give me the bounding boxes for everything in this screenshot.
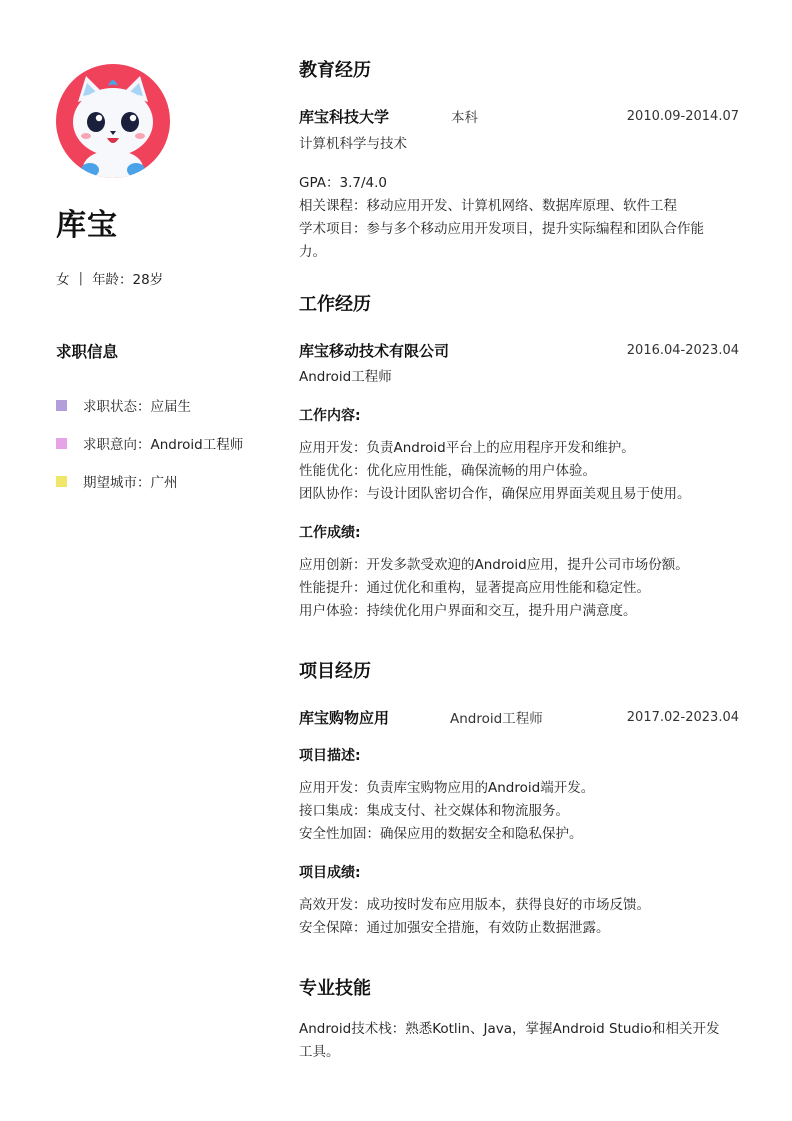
education-date: 2010.09-2014.07 <box>626 108 739 124</box>
skills-title: 专业技能 <box>299 978 371 999</box>
project-title: 项目经历 <box>299 661 371 682</box>
courses: 相关课程：移动应用开发、计算机网络、数据库原理、软件工程 <box>299 198 677 214</box>
list-item: 团队协作：与设计团队密切合作，确保应用界面美观且易于使用。 <box>299 486 691 502</box>
major: 计算机科学与技术 <box>299 136 407 152</box>
yellow-square-icon <box>56 476 67 487</box>
list-item <box>56 424 276 462</box>
list-item: 应用开发：负责库宝购物应用的Android端开发。 <box>299 780 595 796</box>
gender: 女 <box>56 272 70 288</box>
project-section <box>299 657 739 940</box>
list-item <box>56 462 276 500</box>
job-status: 求职状态：应届生 <box>83 399 191 415</box>
work-section <box>299 290 739 623</box>
education-title: 教育经历 <box>299 60 371 81</box>
project-results-title: 项目成绩: <box>299 865 361 881</box>
work-results-title: 工作成绩: <box>299 525 361 541</box>
skills-section <box>299 974 739 1064</box>
company-name: 库宝移动技术有限公司 <box>299 341 450 360</box>
project-name: 库宝购物应用 <box>299 708 390 727</box>
list-item: 用户体验：持续优化用户界面和交互，提升用户满意度。 <box>299 603 637 619</box>
list-item: 安全性加固：确保应用的数据安全和隐私保护。 <box>299 826 583 842</box>
skills-text: Android技术栈：熟悉Kotlin、Java，掌握Android Studio和相关开发工具。 <box>299 1021 720 1060</box>
work-role: Android工程师 <box>299 369 392 385</box>
gpa: GPA：3.7/4.0 <box>299 175 387 191</box>
work-results-list <box>299 554 739 623</box>
job-intent-title: 求职信息 <box>56 343 119 361</box>
project-date: 2017.02-2023.04 <box>626 709 739 725</box>
job-intent-list <box>56 386 276 500</box>
work-date: 2016.04-2023.04 <box>626 342 739 358</box>
basic-info <box>56 268 276 288</box>
list-item: 性能优化：优化应用性能，确保流畅的用户体验。 <box>299 463 596 479</box>
job-target: 求职意向：Android工程师 <box>83 437 244 453</box>
pink-square-icon <box>56 438 67 449</box>
sidebar <box>56 64 276 500</box>
list-item: 性能提升：通过优化和重构，显著提高应用性能和稳定性。 <box>299 580 650 596</box>
academic-projects: 学术项目：参与多个移动应用开发项目，提升实际编程和团队合作能力。 <box>299 221 704 260</box>
project-results-list <box>299 894 739 940</box>
school-name: 库宝科技大学 <box>299 107 390 126</box>
list-item: 应用开发：负责Android平台上的应用程序开发和维护。 <box>299 440 635 456</box>
candidate-name: 库宝 <box>56 208 118 243</box>
age: 年龄：28岁 <box>92 272 164 288</box>
project-desc-list <box>299 777 739 846</box>
list-item: 应用创新：开发多款受欢迎的Android应用，提升公司市场份额。 <box>299 557 689 573</box>
project-header <box>299 705 739 729</box>
degree: 本科 <box>451 110 478 126</box>
project-role: Android工程师 <box>450 711 543 727</box>
education-header <box>299 104 739 128</box>
cat-mascot-icon <box>56 64 170 178</box>
work-content-title: 工作内容: <box>299 408 361 424</box>
work-header <box>299 338 739 362</box>
project-desc-title: 项目描述: <box>299 748 361 764</box>
list-item: 接口集成：集成支付、社交媒体和物流服务。 <box>299 803 569 819</box>
education-section <box>299 56 739 264</box>
list-item: 高效开发：成功按时发布应用版本，获得良好的市场反馈。 <box>299 897 650 913</box>
list-item <box>56 386 276 424</box>
work-title: 工作经历 <box>299 294 371 315</box>
work-content-list <box>299 437 739 506</box>
list-item: 安全保障：通过加强安全措施，有效防止数据泄露。 <box>299 920 610 936</box>
avatar <box>56 64 170 178</box>
expected-city: 期望城市：广州 <box>83 475 178 491</box>
divider: | <box>78 270 84 286</box>
purple-square-icon <box>56 400 67 411</box>
